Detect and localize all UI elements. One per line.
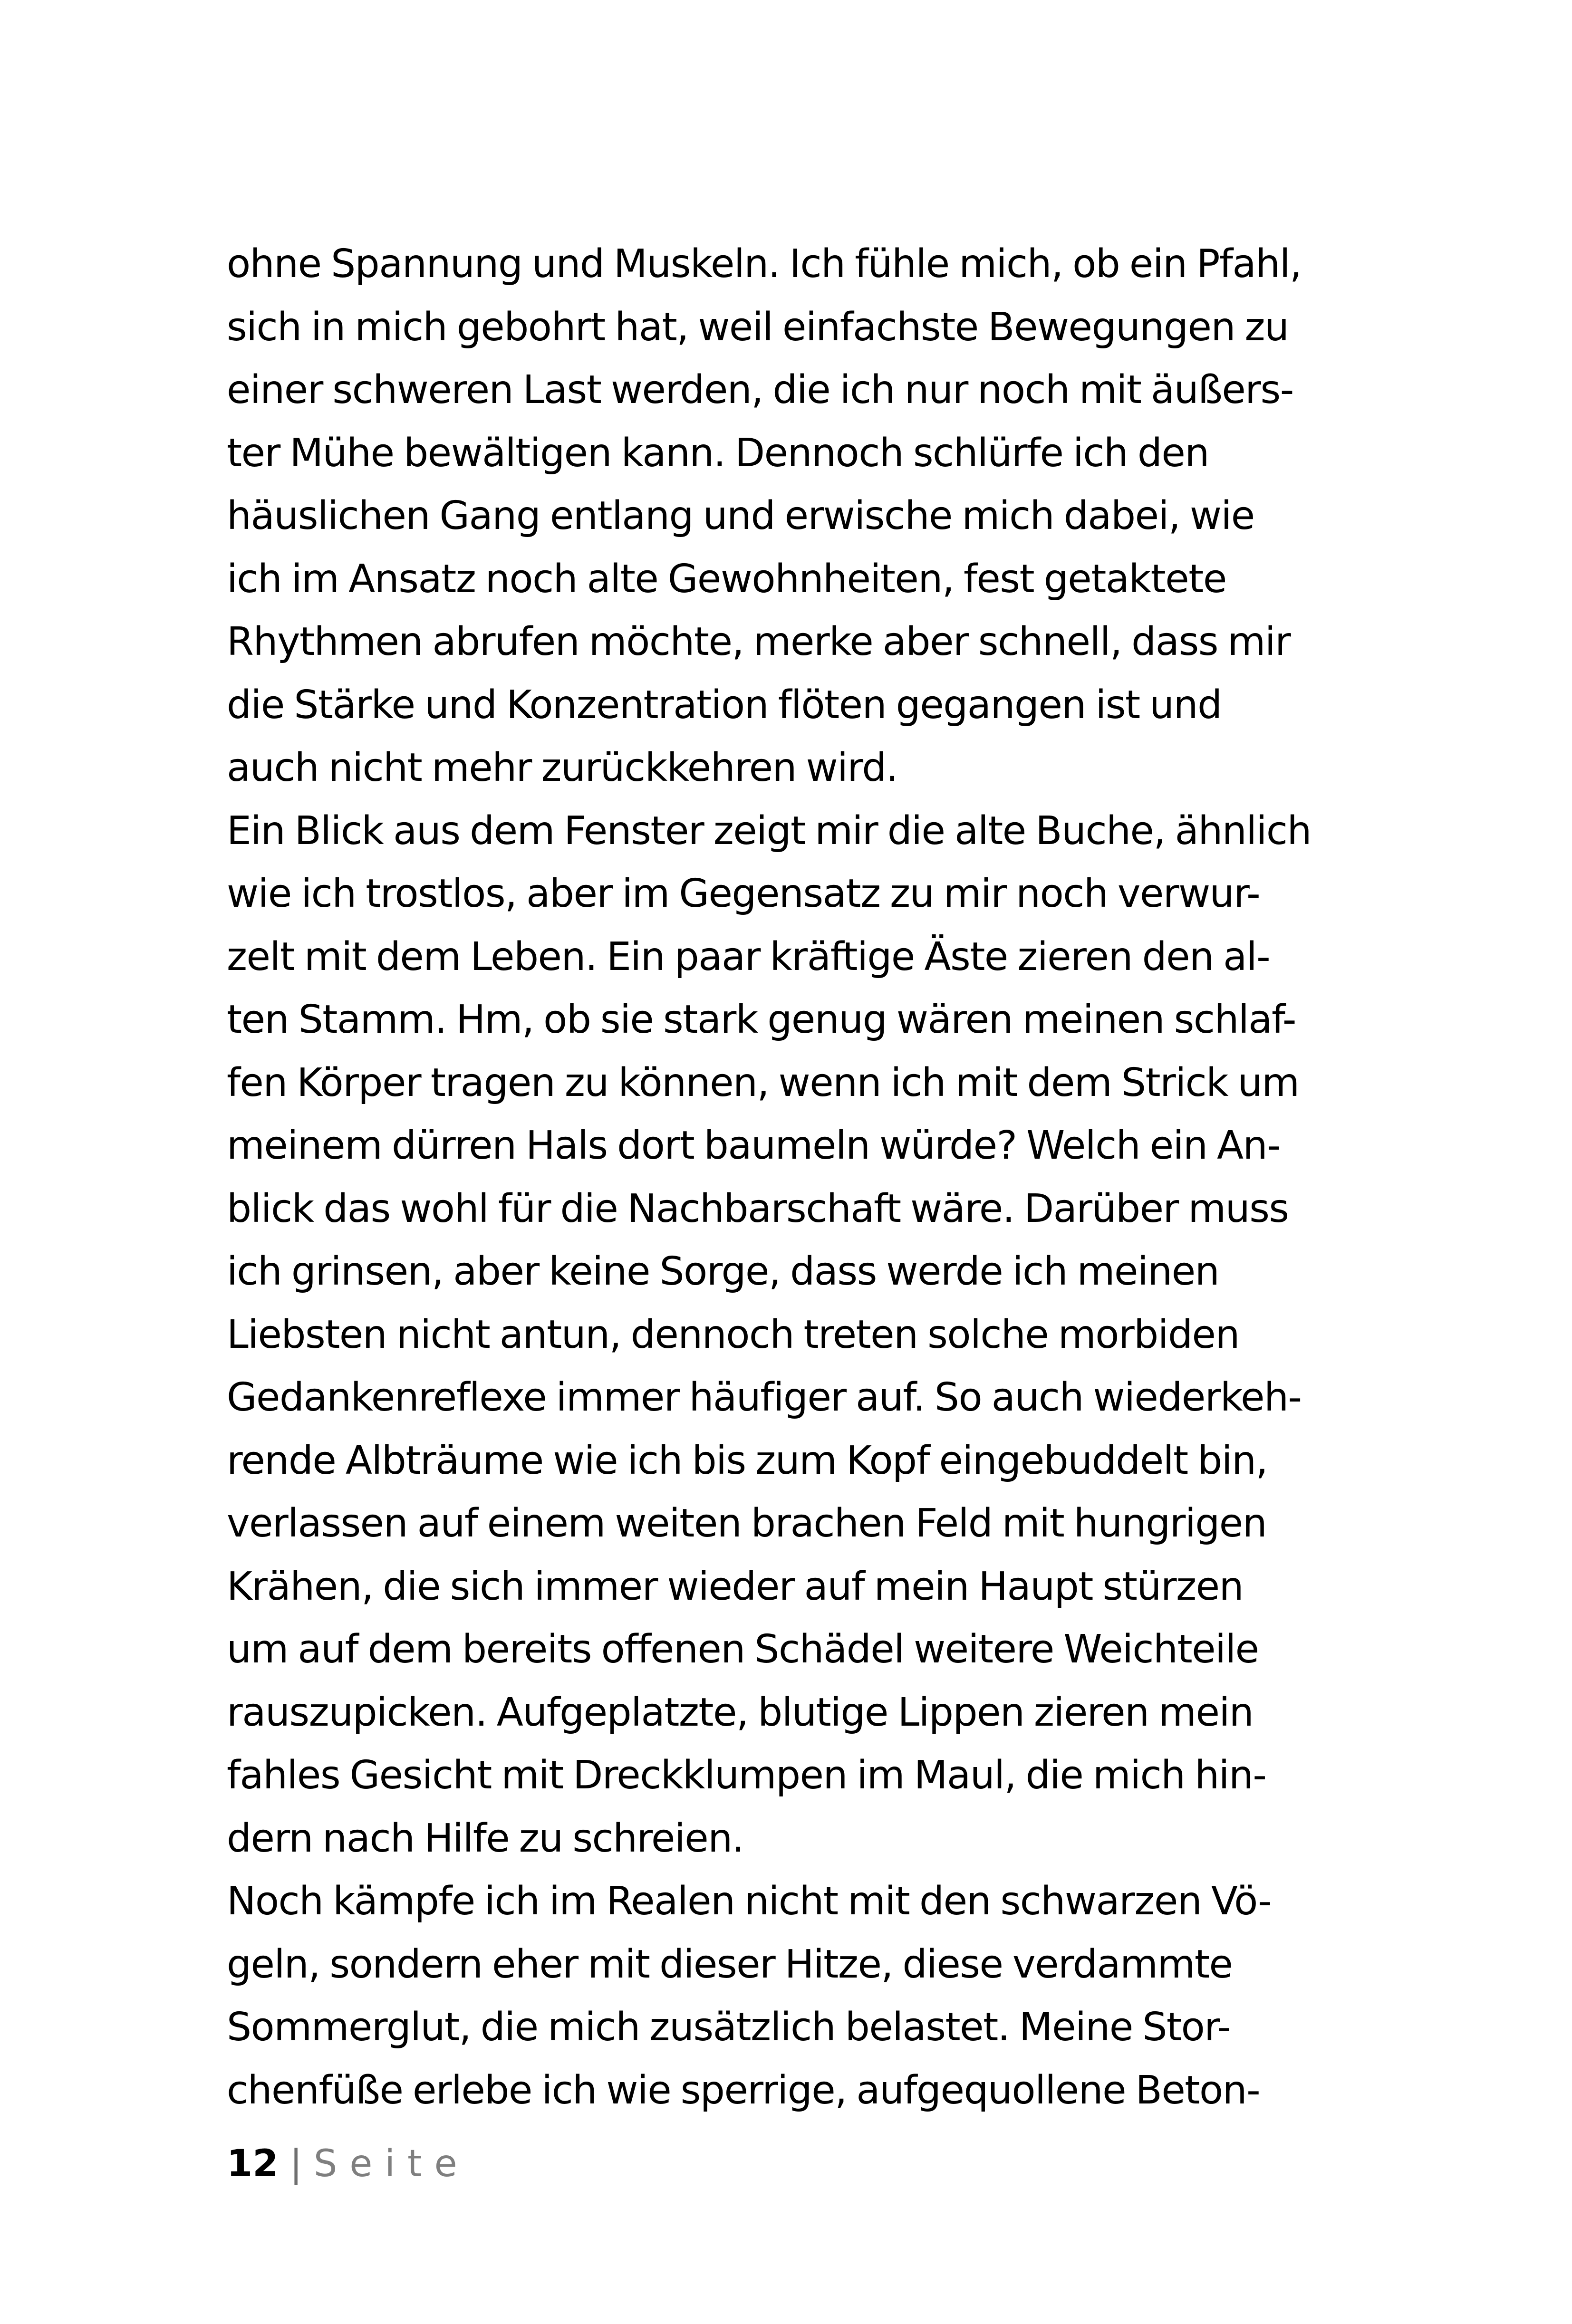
text-line: sich in mich gebohrt hat, weil einfachste Bewegungen zu (227, 304, 1289, 350)
text-line: dern nach Hilfe zu schreien. (227, 1815, 744, 1861)
text-line: Sommerglut, die mich zusätzlich belastet. Meine Stor- (227, 2005, 1231, 2050)
text-line: einer schweren Last werden, die ich nur noch mit äußers- (227, 367, 1293, 413)
text-line: blick das wohl für die Nachbarschaft wäre. Darüber muss (227, 1186, 1289, 1231)
text-line: die Stärke und Konzentration flöten gegangen ist und (227, 682, 1222, 728)
text-line: Krähen, die sich immer wieder auf mein Haupt stürzen (227, 1564, 1244, 1609)
text-line: verlassen auf einem weiten brachen Feld mit hungrigen (227, 1501, 1267, 1546)
body-text (227, 233, 1406, 2122)
text-line: Rhythmen abrufen möchte, merke aber schnell, dass mir (227, 619, 1291, 664)
text-line: Gedankenreflexe immer häufiger auf. So auch wiederkeh- (227, 1375, 1302, 1420)
text-line: meinem dürren Hals dort baumeln würde? Welch ein An- (227, 1123, 1281, 1168)
text-line: geln, sondern eher mit dieser Hitze, diese verdammte (227, 1941, 1233, 1987)
text-line: ter Mühe bewältigen kann. Dennoch schlürfe ich den (227, 430, 1209, 476)
text-line: häuslichen Gang entlang und erwische mich dabei, wie (227, 493, 1254, 538)
page-number: 12 (227, 2142, 279, 2185)
footer-separator: | (289, 2142, 302, 2185)
text-line: wie ich trostlos, aber im Gegensatz zu mir noch verwur- (227, 871, 1260, 916)
text-line: zelt mit dem Leben. Ein paar kräftige Äste zieren den al- (227, 934, 1270, 980)
text-line: ohne Spannung und Muskeln. Ich fühle mich, ob ein Pfahl, (227, 241, 1302, 287)
footer-label: Seite (313, 2142, 470, 2185)
text-line: auch nicht mehr zurückkehren wird. (227, 745, 898, 790)
text-line: ich im Ansatz noch alte Gewohnheiten, fest getaktete (227, 556, 1226, 602)
page-footer (227, 2138, 470, 2190)
text-line: ten Stamm. Hm, ob sie stark genug wären meinen schlaf- (227, 997, 1296, 1042)
text-line: rauszupicken. Aufgeplatzte, blutige Lippen zieren mein (227, 1690, 1254, 1735)
text-line: Ein Blick aus dem Fenster zeigt mir die alte Buche, ähnlich (227, 808, 1311, 854)
text-line: um auf dem bereits offenen Schädel weitere Weichteile (227, 1627, 1259, 1672)
text-line: fahles Gesicht mit Dreckklumpen im Maul, die mich hin- (227, 1753, 1266, 1798)
text-line: ich grinsen, aber keine Sorge, dass werde ich meinen (227, 1249, 1219, 1294)
text-line: chenfüße erlebe ich wie sperrige, aufgequollene Beton- (227, 2067, 1260, 2113)
text-line: Noch kämpfe ich im Realen nicht mit den schwarzen Vö- (227, 1879, 1272, 1924)
text-line: rende Albträume wie ich bis zum Kopf eingebuddelt bin, (227, 1438, 1268, 1483)
text-line: Liebsten nicht antun, dennoch treten solche morbiden (227, 1312, 1239, 1357)
text-line: fen Körper tragen zu können, wenn ich mit dem Strick um (227, 1060, 1299, 1105)
